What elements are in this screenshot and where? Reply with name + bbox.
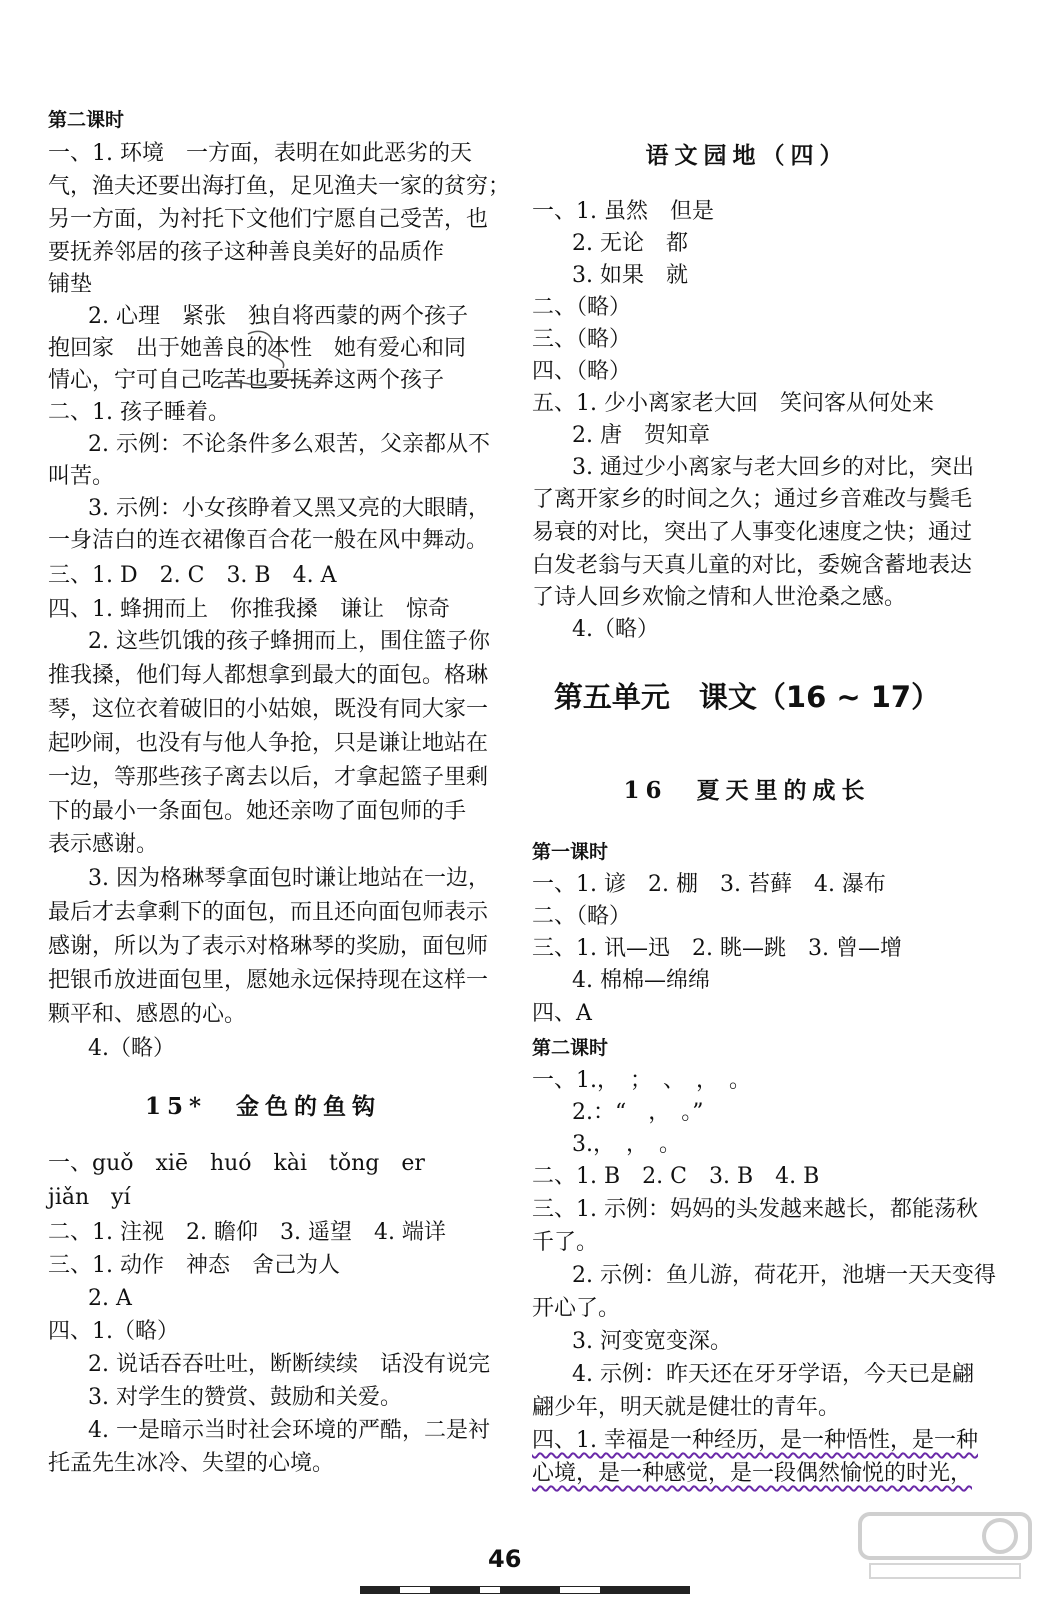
answer-line: 颗平和、感恩的心。 [48,1002,247,1027]
lesson-heading: 第一课时 [532,841,609,863]
answer-line: 抱回家 出于她善良的本性 她有爱心和同 [48,336,467,361]
answer-line: 二、1. 注视 2. 瞻仰 3. 遥望 4. 端详 [48,1220,446,1245]
answer-line: 3. 河变宽变深。 [572,1329,732,1354]
answer-line: 三、1. 动作 神态 舍己为人 [48,1253,340,1278]
answer-line: 一、guǒ xiē huó kài tǒng er [48,1151,425,1176]
answer-line: 易衰的对比，突出了人事变化速度之快；通过 [532,520,973,545]
answer-line: 4.（略） [88,1036,175,1061]
answer-line: 开心了。 [532,1296,621,1321]
answer-line [532,1427,978,1455]
answer-line: 三、1. 讯—迅 2. 眺—跳 3. 曾—增 [532,936,902,961]
answer-line: 千了。 [532,1230,599,1255]
answer-line: 一、1. 谚 2. 棚 3. 苔藓 4. 瀑布 [532,872,886,897]
lesson-heading: 第二课时 [48,109,125,131]
answer-line: 了离开家乡的时间之久；通过乡音难改与鬓毛 [532,487,973,512]
answer-line: jiǎn yí [48,1185,131,1210]
answer-line: 4. 一是暗示当时社会环境的严酷，二是衬 [88,1418,490,1443]
answer-line: 翩少年，明天就是健壮的青年。 [532,1395,841,1420]
answer-line: 3. 如果 就 [572,263,688,288]
answer-line: 3.， ， 。 [572,1132,681,1157]
answer-line: 二、1. B 2. C 3. B 4. B [532,1164,820,1189]
answer-line: 表示感谢。 [48,832,159,857]
answer-line: 二、（略） [532,904,632,929]
answer-line: 情心，宁可自己吃苦也要抚养这两个孩子 [48,368,445,393]
answer-line: 一身洁白的连衣裙像百合花一般在风中舞动。 [48,528,489,553]
answer-line: 下的最小一条面包。她还亲吻了面包师的手 [48,799,467,824]
answer-line: 2. 说话吞吞吐吐，断断续续 话没有说完 [88,1352,490,1377]
answer-line: 2. 无论 都 [572,231,688,256]
answer-line: 推我搡，他们每人都想拿到最大的面包。格琳 [48,663,489,688]
answer-line: 琴，这位衣着破旧的小姑娘，既没有同大家一 [48,697,489,722]
answer-line: 要抚养邻居的孩子这种善良美好的品质作 [48,240,445,265]
answer-line: 感谢，所以为了表示对格琳琴的奖励，面包师 [48,934,489,959]
answer-line: 把银币放进面包里，愿她永远保持现在这样一 [48,968,489,993]
answer-line: 托孟先生冰冷、失望的心境。 [48,1451,335,1476]
answer-line: 2.：“ ， 。” [572,1100,704,1125]
answer-line: 2. 唐 贺知章 [572,423,710,448]
answer-line: 五、1. 少小离家老大回 笑问客从何处来 [532,391,934,416]
answer-line: 3. 通过少小离家与老大回乡的对比，突出 [572,455,974,480]
answer-line: 最后才去拿剩下的面包，而且还向面包师表示 [48,900,489,925]
answer-line: 三、（略） [532,327,632,352]
answer-line: 一、1. 环境 一方面，表明在如此恶劣的天 [48,141,472,166]
answer-line: 四、1.（略） [48,1319,179,1344]
answer-line: 2. A [88,1286,132,1311]
lesson-title: 15* 金色的鱼钩 [144,1093,382,1120]
answer-line: 一边，等那些孩子离去以后，才拿起篮子里剩 [48,765,489,790]
scan-artifact-bar [360,1582,690,1596]
underlined-answer: 四、1. 幸福是一种经历，是一种悟性，是一种 [532,1428,978,1453]
answer-line [532,1460,972,1488]
answer-line: 叫苦。 [48,464,115,489]
answer-line: 3. 示例：小女孩睁着又黑又亮的大眼睛， [88,496,490,521]
handwritten-scribble [208,326,328,396]
answer-line: 四、（略） [532,359,632,384]
answer-line: 3. 因为格琳琴拿面包时谦让地站在一边， [88,866,490,891]
answer-line: 2. 这些饥饿的孩子蜂拥而上，围住篮子你 [88,629,490,654]
answer-line: 二、（略） [532,295,632,320]
answer-line: 2. 示例：不论条件多么艰苦，父亲都从不 [88,432,490,457]
section-title: 语文园地（四） [645,142,849,169]
lesson-heading: 第二课时 [532,1037,609,1059]
underlined-answer: 心境，是一种感觉，是一段偶然愉悦的时光， [532,1461,973,1486]
answer-line: 起吵闹，也没有与他人争抢，只是谦让地站在 [48,731,489,756]
watermark-logo [850,1506,1040,1586]
answer-line: 白发老翁与天真儿童的对比，委婉含蓄地表达 [532,553,973,578]
answer-line: 2. 示例：鱼儿游，荷花开，池塘一天天变得 [572,1263,996,1288]
answer-line: 三、1. D 2. C 3. B 4. A [48,563,337,588]
answer-line: 一、1.， ； 、 ， 。 [532,1068,751,1093]
answer-line: 3. 对学生的赞赏、鼓励和关爱。 [88,1385,402,1410]
answer-line: 二、1. 孩子睡着。 [48,400,230,425]
answer-line: 另一方面，为衬托下文他们宁愿自己受苦，也 [48,207,489,232]
page-number: 46 [488,1545,522,1573]
answer-line: 气，渔夫还要出海打鱼，足见渔夫一家的贫穷； [48,174,511,199]
answer-line: 一、1. 虽然 但是 [532,199,714,224]
answer-line: 铺垫 [48,272,93,297]
answer-line: 4. 棉棉—绵绵 [572,968,710,993]
unit-title: 第五单元 课文（16 ~ 17） [553,680,941,714]
answer-line: 了诗人回乡欢愉之情和人世沧桑之感。 [532,585,907,610]
answer-line: 四、1. 蜂拥而上 你推我搡 谦让 惊奇 [48,597,450,622]
answer-line: 4.（略） [572,617,659,642]
answer-line: 4. 示例：昨天还在牙牙学语，今天已是翩 [572,1362,974,1387]
answer-line: 四、A [532,1001,592,1026]
watermark-icon [850,1506,1040,1586]
answer-line: 2. 心理 紧张 独自将西蒙的两个孩子 [88,304,468,329]
lesson-title: 16 夏天里的成长 [623,777,871,804]
answer-line: 三、1. 示例：妈妈的头发越来越长，都能荡秋 [532,1197,978,1222]
